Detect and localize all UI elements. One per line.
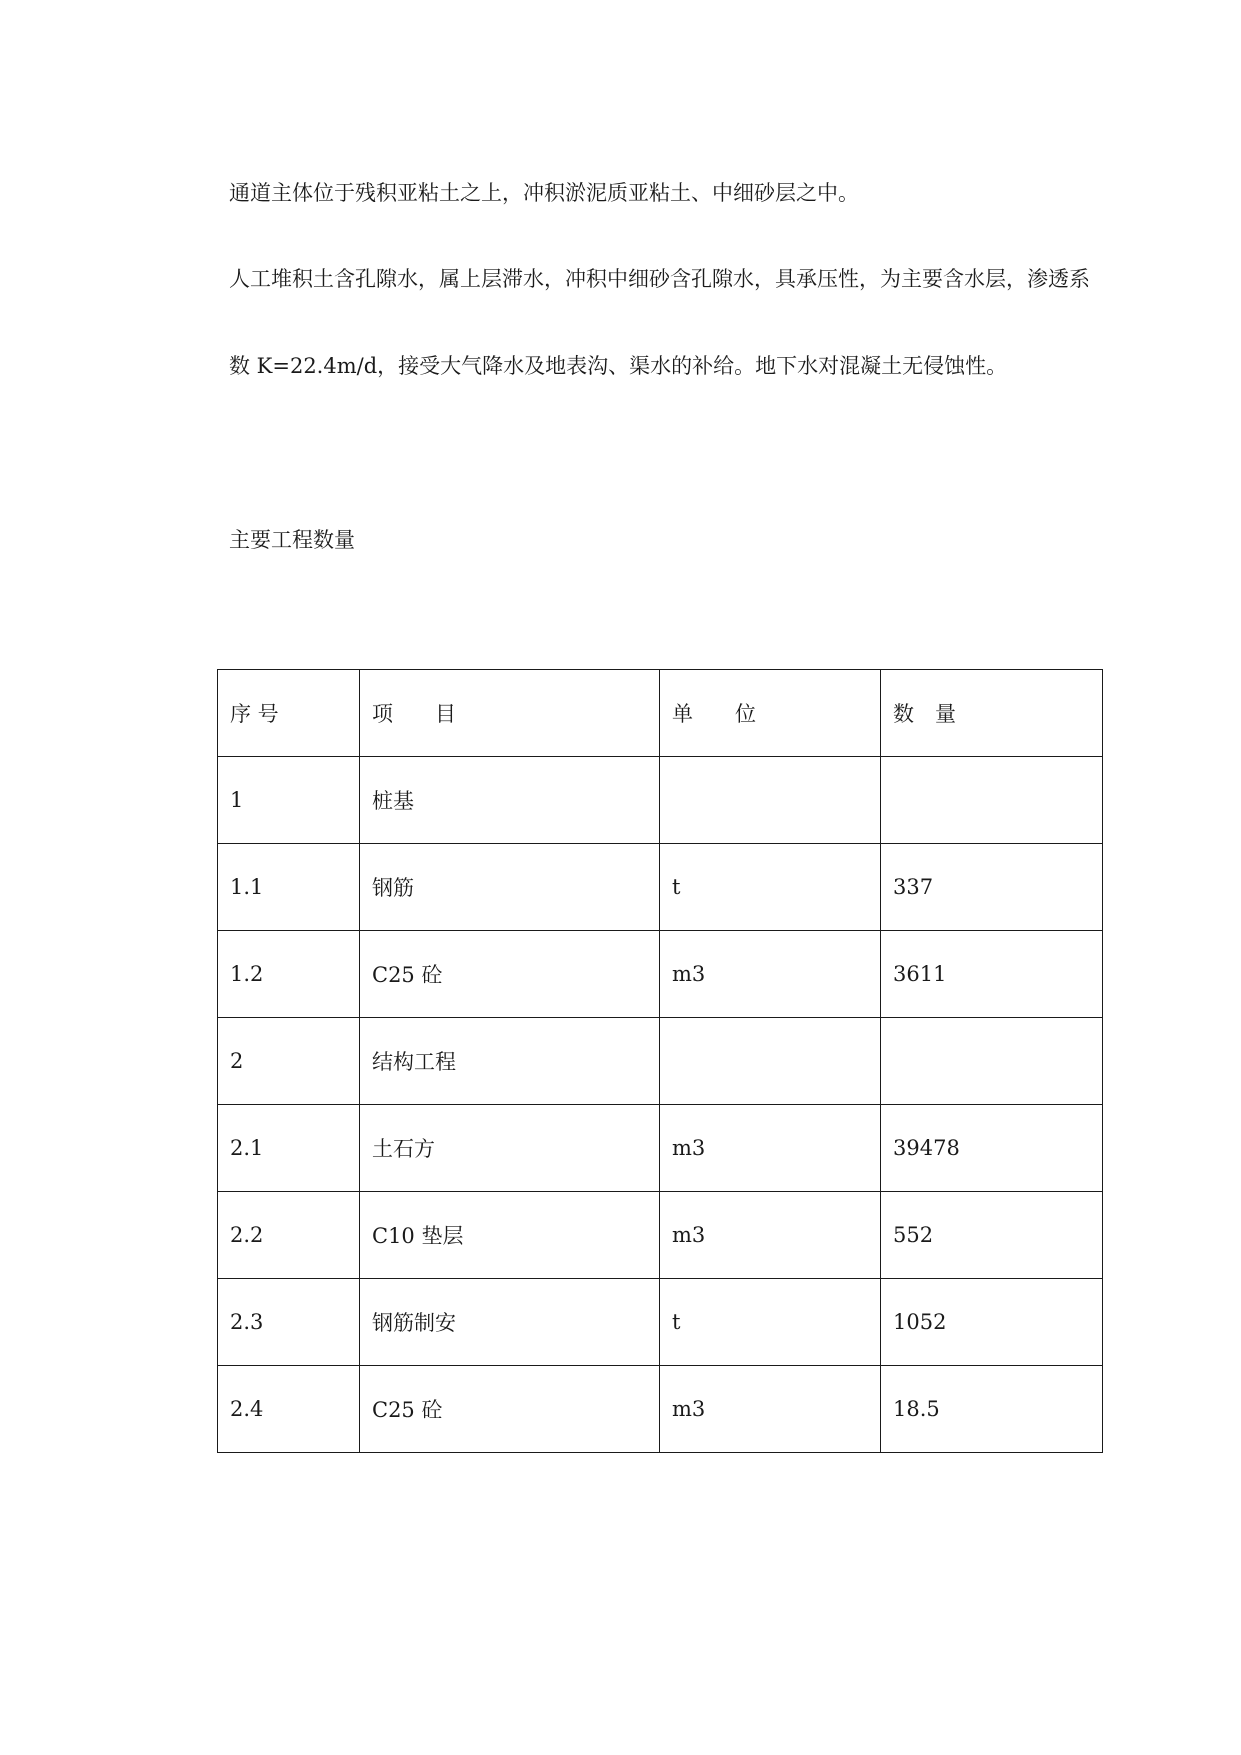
cell-quantity: 1052 [881,1279,1103,1366]
table-row [218,1105,1103,1192]
cell-item: C10 垫层 [360,1192,660,1279]
cell-quantity [881,757,1103,844]
cell-seq: 1 [218,757,360,844]
cell-seq: 2.1 [218,1105,360,1192]
body-paragraph-2: 人工堆积土含孔隙水，属上层滞水，冲积中细砂含孔隙水，具承压性，为主要含水层，渗透系 [229,267,1090,291]
cell-unit: t [660,1279,881,1366]
cell-seq: 2 [218,1018,360,1105]
table-row [218,1192,1103,1279]
cell-item: C25 砼 [360,1366,660,1453]
table-row [218,931,1103,1018]
cell-item: 钢筋制安 [360,1279,660,1366]
cell-item: 桩基 [360,757,660,844]
cell-unit: m3 [660,1105,881,1192]
table-row [218,1366,1103,1453]
cell-seq: 2.3 [218,1279,360,1366]
cell-seq: 1.2 [218,931,360,1018]
header-cell-unit: 单 位 [660,670,881,757]
cell-seq: 2.2 [218,1192,360,1279]
header-cell-seq: 序 号 [218,670,360,757]
cell-quantity: 39478 [881,1105,1103,1192]
cell-item: C25 砼 [360,931,660,1018]
header-cell-item: 项 目 [360,670,660,757]
cell-seq: 1.1 [218,844,360,931]
quantities-table [217,669,1103,1453]
section-title: 主要工程数量 [229,528,355,552]
body-paragraph-1: 通道主体位于残积亚粘土之上，冲积淤泥质亚粘土、中细砂层之中。 [229,181,859,205]
cell-quantity: 18.5 [881,1366,1103,1453]
cell-quantity: 552 [881,1192,1103,1279]
cell-quantity: 3611 [881,931,1103,1018]
cell-quantity: 337 [881,844,1103,931]
table-header-row [218,670,1103,757]
cell-unit: t [660,844,881,931]
table-row [218,757,1103,844]
header-cell-quantity: 数 量 [881,670,1103,757]
cell-quantity [881,1018,1103,1105]
table-row [218,1018,1103,1105]
cell-unit: m3 [660,1366,881,1453]
cell-unit: m3 [660,931,881,1018]
body-paragraph-3: 数 K=22.4m/d，接受大气降水及地表沟、渠水的补给。地下水对混凝土无侵蚀性。 [229,354,1008,378]
cell-item: 结构工程 [360,1018,660,1105]
cell-unit [660,757,881,844]
table-row [218,1279,1103,1366]
table-row [218,844,1103,931]
cell-item: 钢筋 [360,844,660,931]
cell-seq: 2.4 [218,1366,360,1453]
cell-unit: m3 [660,1192,881,1279]
cell-item: 土石方 [360,1105,660,1192]
cell-unit [660,1018,881,1105]
